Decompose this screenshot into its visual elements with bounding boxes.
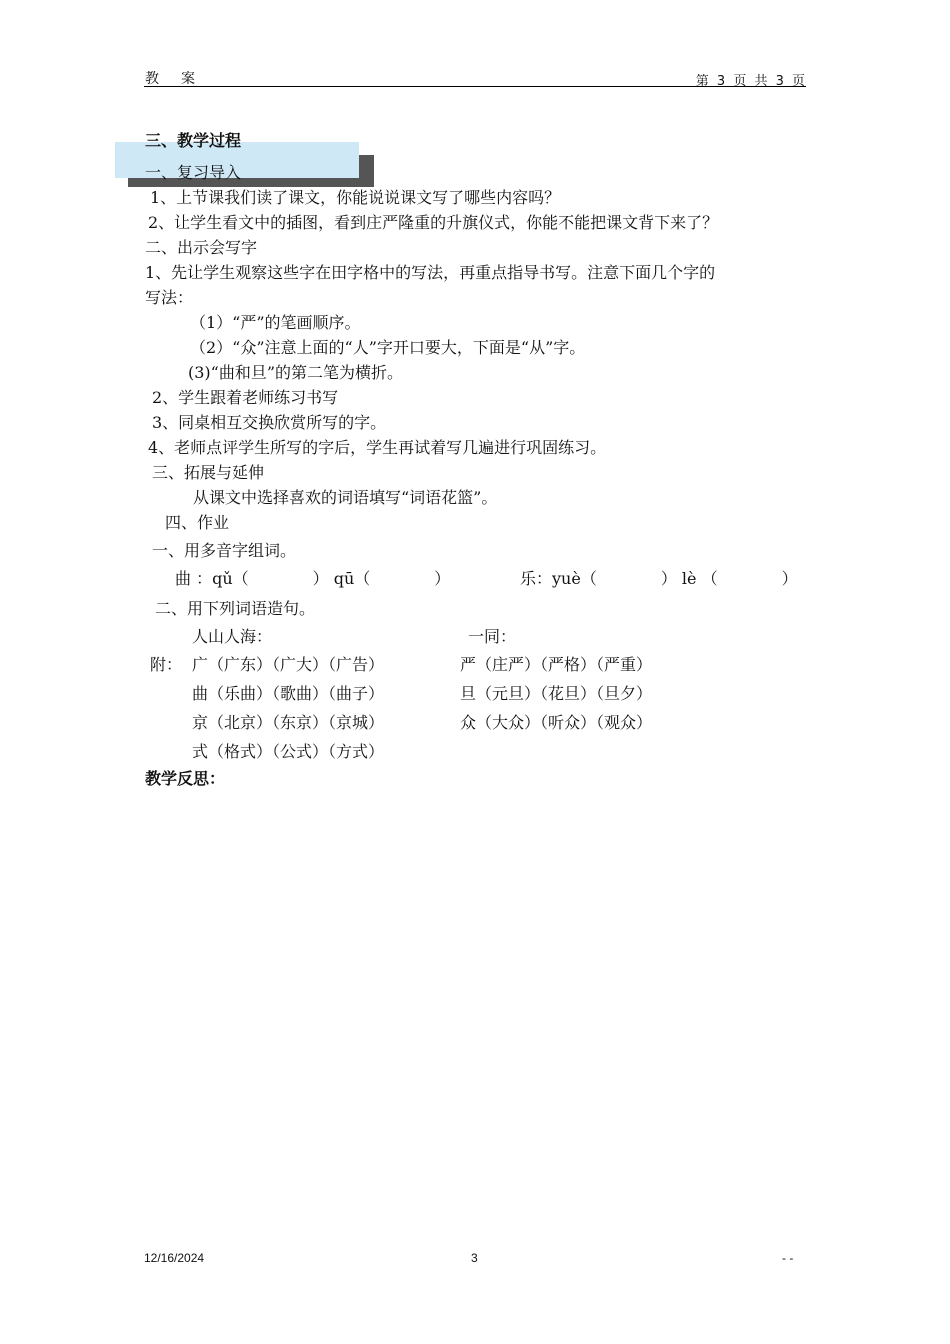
word-yitong: 一同： — [468, 627, 517, 646]
word-renshanrenhai: 人山人海： — [192, 627, 273, 646]
appendix-row-left: 京（北京）（东京）（京城） — [192, 713, 385, 732]
header-page-info: 第 3 页 共 3 页 — [695, 74, 807, 89]
heading-review: 一、复习导入 — [145, 163, 242, 182]
footer-page-number: 3 — [471, 1251, 478, 1265]
appendix-row-left: 式（格式）（公式）（方式） — [192, 742, 385, 761]
text-line: 4、老师点评学生所写的字后，学生再试着写几遍进行巩固练习。 — [148, 438, 607, 457]
reflection-label: 教学反思： — [145, 769, 226, 788]
appendix-row-right: 严（庄严）（严格）（严重） — [460, 655, 653, 674]
text-line: (3)“曲和旦”的第二笔为横折。 — [188, 363, 404, 382]
text-line: （1）“严”的笔画顺序。 — [190, 313, 361, 332]
polyphone-qu: 曲 ：qǔ（ ） qū（ ） — [175, 569, 451, 588]
appendix-prefix: 附： — [150, 655, 183, 674]
appendix-row-left: 曲（乐曲）（歌曲）（曲子） — [192, 684, 385, 703]
sentence-task: 二、用下列词语造句。 — [155, 599, 316, 618]
appendix-row-right: 旦（元旦）（花旦）（旦夕） — [460, 684, 653, 703]
text-line: （2）“众”注意上面的“人”字开口要大，下面是“从”字。 — [190, 338, 586, 357]
text-line: 2、让学生看文中的插图，看到庄严隆重的升旗仪式，你能不能把课文背下来了？ — [148, 213, 719, 232]
text-line: 1、上节课我们读了课文，你能说说课文写了哪些内容吗？ — [150, 188, 561, 207]
heading-extension: 三、拓展与延伸 — [152, 463, 265, 482]
text-line: 3、同桌相互交换欣赏所写的字。 — [152, 413, 387, 432]
footer-date: 12/16/2024 — [144, 1251, 205, 1265]
heading-writing: 二、出示会写字 — [145, 238, 258, 257]
header-rule — [144, 86, 806, 87]
text-line: 2、学生跟着老师练习书写 — [152, 388, 339, 407]
appendix-row-left: 广（广东）（广大）（广告） — [192, 655, 385, 674]
appendix-row-right: 众（大众）（听众）（观众） — [460, 713, 653, 732]
text-line: 写法： — [145, 288, 194, 307]
text-line: 1、先让学生观察这些字在田字格中的写法，再重点指导书写。注意下面几个字的 — [145, 263, 716, 282]
polyphone-le: 乐：yuè（ ） lè （ ） — [520, 569, 798, 588]
header-left: 教 案 — [145, 71, 199, 87]
text-line: 一、用多音字组词。 — [152, 541, 297, 560]
heading-homework: 四、作业 — [165, 513, 230, 532]
text-line: 从课文中选择喜欢的词语填写“词语花篮”。 — [193, 488, 498, 507]
footer-right: - - — [782, 1251, 794, 1265]
section-title: 三、教学过程 — [145, 131, 242, 150]
